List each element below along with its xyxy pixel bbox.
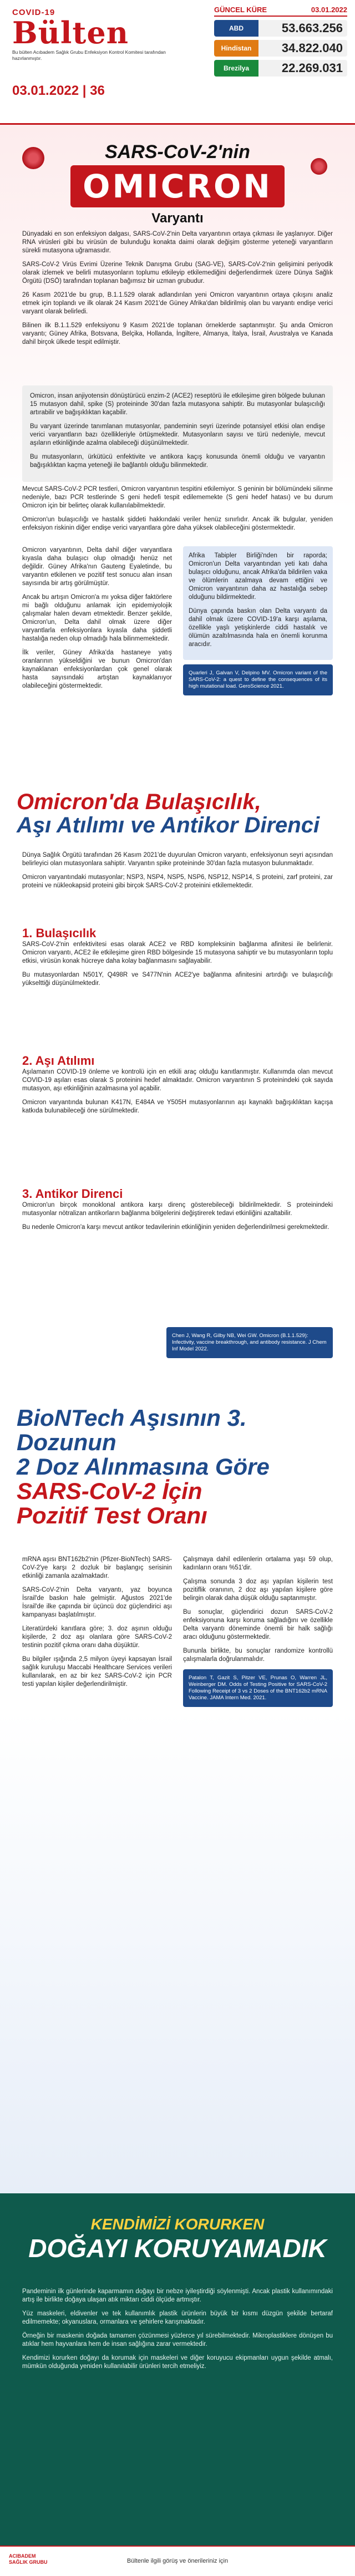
booster-section: [0, 1389, 355, 2193]
country-name: Hindistan: [214, 40, 258, 57]
subsection-1: [22, 926, 333, 993]
case-update-panel: [214, 6, 347, 80]
country-list: [214, 20, 347, 77]
transmissibility-title: [17, 790, 338, 837]
title-line: Omicron'da Bulaşıcılık,: [17, 790, 261, 814]
paragraph: Dünya Sağlık Örgütü tarafından 26 Kasım 2021'de duyurulan Omicron varyantı, enfeksiyonun seyri açısından belirleyici olan mutasyonlara sahiptir. Varyantın spike proteininde 30'dan fazla mutasyon bulunmaktadır.: [22, 852, 333, 867]
case-update-date: 03.01.2022: [311, 6, 347, 14]
subsection-heading: 1. Bulaşıcılık: [22, 926, 97, 940]
paragraph: Ancak bu artışın Omicron'a mı yoksa diğer faktörlere mi bağlı olduğunu anlamak için epidemiyolojik çalışmalar halen devam etmektedir. Benzer şekilde, Omicron'un, Delta dahil olmak üzere diğer varyantlarla enfeksiyonlara kıyasla daha şiddetli hastalığa neden olup olmadığı hala bilinmemektedir.: [22, 594, 172, 642]
virus-icon: [22, 147, 44, 169]
paragraph: Bilinen ilk B.1.1.529 enfeksiyonu 9 Kasım 2021'de toplanan örneklerde saptanmıştır. Şu anda Omicron varyantı; Güney Afrika, Botsvana, Belçika, Hollanda, İngiltere, Almanya, İtalya, İsrail, Avustralya ve Kanada dahil birçok ülkede tespit edilmiştir.: [22, 322, 333, 346]
title-line: Pozitif Test Oranı: [17, 1502, 207, 1529]
omicron-title: [0, 125, 355, 226]
info-box: [183, 546, 333, 660]
paragraph: Omicron varyantının, Delta dahil diğer varyantlara kıyasla daha bulaşıcı olup olmadığı henüz net değildir. Güney Afrika'nın Gauteng Eyaletinde, bu varyantın etkilenen ve pozitif test sonucu alan insan sayısında bir artış görülmüştür.: [22, 547, 172, 587]
column-right: [183, 546, 333, 696]
country-case-count: 53.663.256: [258, 20, 347, 37]
environment-section: [0, 2193, 355, 2576]
paragraph: Dünya çapında baskın olan Delta varyantı da dahil olmak üzere COVID-19'a karşı aşılama, özellikle yaşlı yetişkinlerde ciddi hastalık ve ölümün azaltılmasında hala en önemli korunma aracıdır.: [189, 608, 327, 648]
paragraph: Pandeminin ilk günlerinde kaparmamın doğayı bir nebze iyileştirdiği söylenmişti. Ancak plastik kullanımındaki artış ile birlikte doğaya ulaşan atık miktarı ciddi ölçüde artmıştır.: [22, 2288, 333, 2303]
title-line: Aşı Atılımı ve Antikor Direnci: [17, 813, 320, 837]
country-name: Brezilya: [214, 60, 258, 77]
case-update-head: [214, 6, 347, 17]
brand-kicker: COVID-19: [12, 8, 55, 17]
paragraph: Kendimizi korurken doğayı da korumak için maskeleri ve diğer koruyucu ekipmanları uygun şekilde atmalı, mümkün olduğunda yeniden kullanılabilir ürünleri tercih etmeliyiz.: [22, 2355, 333, 2370]
paragraph: Mevcut SARS-CoV-2 PCR testleri, Omicron varyantının tespitini etkilemiyor. S geninin bir bölümündeki silinme nedeniyle, bazı PCR testlerinde S geni hedefi tespit edilememekte (S geni hedef hatası) ve bu durum Omicron için bir belirteç olarak kullanılabilmektedir.: [22, 486, 333, 509]
paragraph: Omicron'un birçok monoklonal antikora karşı direnç gösterebileceği bildirilmektedir. S proteinindeki mutasyonlar nötralizan antikorların bağlanma bölgelerini değiştirerek tedavi etkinliğini azaltabilir.: [22, 1202, 333, 1217]
paragraph: Afrika Tabipler Birliği'nden bir raporda; Omicron'un Delta varyantından yeti katı daha bulaşıcı olduğunu, ancak Afrika'da bildirilen vaka ve ölümlerin azalmaya devam ettiğini ve Omicron varyantının daha az hastalığa sebep olduğunu bildirmektedir.: [189, 552, 327, 601]
transmissibility-section: [0, 768, 355, 1389]
virus-icon: [311, 158, 327, 175]
paragraph: Çalışmaya dahil edilenlerin ortalama yaşı 59 olup, kadınların oranı %51'dir.: [183, 1556, 333, 1571]
reference-box: Patalon T, Gazit S, Pitzer VE, Prunas O, Warren JL, Weinberger DM. Odds of Testing Positive for SARS-CoV-2 Following Receipt of 3 vs 2 Doses of the BNT162b2 mRNA Vaccine. JAMA Intern Med. 2021.: [183, 1669, 333, 1707]
title-line: SARS-CoV-2 İçin: [17, 1478, 202, 1505]
bulletin-header: [0, 0, 355, 125]
omicron-title-line3: Varyantı: [151, 211, 204, 226]
mutation-box: [22, 385, 333, 482]
transmissibility-intro: [22, 851, 333, 896]
paragraph: Omicron'un bulaşıcılığı ve hastalık şiddeti hakkındaki veriler henüz sınırlıdır. Ancak ilk bulgular, yeniden enfeksiyon riskinin diğer endişe verici varyantlara göre daha yüksek olabileceğini göstermektedir.: [22, 516, 333, 531]
reference-box: Quarleri J, Galvan V, Delpino MV. Omicron variant of the SARS-CoV-2: a quest to define the consequences of its high mutational load. GeroScience 2021.: [183, 664, 333, 695]
title-kicker: KENDİMİZİ KORURKEN: [90, 2216, 265, 2233]
paragraph: 26 Kasım 2021'de bu grup, B.1.1.529 olarak adlandırılan yeni Omicron varyantının ortaya çıkışını analiz etmek için toplandı ve ilk olarak 24 Kasım 2021'de Güney Afrika'dan bildirilmiş olan bu varyantı endişe verici varyant olarak belirledi.: [22, 292, 333, 315]
paragraph: Çalışma sonunda 3 doz aşı yapılan kişilerin test pozitiflik oranının, 2 doz aşı yapılan kişilere göre belirgin olarak daha düşük olduğu saptanmıştır.: [183, 1578, 333, 1602]
paragraph: Dünyadaki en son enfeksiyon dalgası, SARS-CoV-2'nin Delta varyantının ortaya çıkması ile yaşlanıyor. Diğer RNA virüsleri gibi bu virüsün de bulunduğu konakta daimi olarak değişim gösterme yeteneği varyantların sürekli mutasyona uğramasıdır.: [22, 231, 333, 254]
subsection-3: [22, 1187, 333, 1237]
country-case-count: 34.822.040: [258, 40, 347, 57]
footer-logo: ACIBADEM SAĞLIK GRUBU: [9, 2553, 48, 2565]
omicron-columns: [22, 546, 333, 696]
paragraph: Bu bilgiler ışığında 2,5 milyon üyeyi kapsayan İsrail sağlık kuruluşu Maccabi Healthcare Services verileri kullanılarak, en az bir kez SARS-CoV-2 için PCR testi yapılan kişiler değerlendirilmiştir.: [22, 1656, 172, 1688]
paragraph: Bu sonuçlar, güçlendirici dozun SARS-CoV-2 enfeksiyonuna karşı koruma sağladığını ve özellikle Delta varyantı döneminde önemli bir halk sağlığı aracı olduğunu göstermektedir.: [183, 1609, 333, 1640]
pcr-text: [22, 485, 333, 538]
title-line: 2 Doz Alınmasına Göre: [17, 1454, 270, 1480]
paragraph: Örneğin bir maskenin doğada tamamen çözünmesi yüzlerce yıl sürebilmektedir. Mikroplastiklere dönüşen bu atıklar hem hayvanlara hem de insan sağlığına zarar vermektedir.: [22, 2333, 333, 2348]
subsection-heading: 2. Aşı Atılımı: [22, 1054, 95, 1068]
paragraph: Omicron varyantındaki mutasyonlar; NSP3, NSP4, NSP5, NSP6, NSP12, NSP14, S proteini, zarf proteini, zar proteini ve nükleokapsid proteini gibi birçok SARS-CoV-2 proteinini etkilemektedir.: [22, 874, 333, 889]
paragraph: mRNA aşısı BNT162b2'nin (Pfizer-BioNTech) SARS-CoV-2'ye karşı 2 dozluk bir başlangıç serisinin etkinliği zamanla azalmaktadır.: [22, 1556, 172, 1579]
title-main: DOĞAYI KORUYAMADIK: [28, 2234, 327, 2263]
paragraph: Literatürdeki kanıtlara göre; 3. doz aşının olduğu kişilerde, 2 doz aşı olanlara göre SARS-CoV-2 testinin pozitif çıkma oranı daha düşüktür.: [22, 1625, 172, 1649]
column-left: [22, 1556, 172, 1707]
title-line: BioNTech Aşısının 3. Dozunun: [17, 1405, 247, 1456]
country-row: [214, 40, 347, 57]
environment-body: [22, 2288, 333, 2376]
environment-title: [0, 2216, 355, 2263]
brand-subtitle: Bu bülten Acıbadem Sağlık Grubu Enfeksiyon Kontrol Komitesi tarafından hazırlanmıştır.: [12, 49, 166, 61]
omicron-intro: [22, 230, 333, 352]
paragraph: Aşılamanın COVID-19 önleme ve kontrolü için en etkili araç olduğu kanıtlanmıştır. Kullanımda olan mevcut COVID-19 aşıları esas olarak S proteinini hedef almaktadır. Omicron varyantının S proteinindeki çok sayıda mutasyon, aşı etkinliğinin azalmasına yol açabilir.: [22, 1069, 333, 1092]
paragraph: Omicron, insan anjiyotensin dönüştürücü enzim-2 (ACE2) reseptörü ile etkileşime giren bölgede bulunan 15 mutasyon dahil, spike (S) proteininde 30'dan fazla mutasyona sahiptir. Bu mutasyonlar bulaşıcılığı artırabilir ve bağışıklıktan kaçabilir.: [30, 393, 325, 416]
paragraph: SARS-CoV-2'nin Delta varyantı, yaz boyunca İsrail'de baskın hale gelmiştir. Ağustos 2021'de İsrail'de ilke çapında bir üçüncü doz güçlendirici aşı kampanyası başlatılmıştır.: [22, 1587, 172, 1618]
paragraph: Omicron varyantında bulunan K417N, E484A ve Y505H mutasyonlarının aşı kaynaklı bağışıklıktan kaçışa katkıda bulunabileceği öne sürülmektedir.: [22, 1099, 333, 1114]
omicron-title-line1: SARS-CoV-2'nin: [105, 141, 250, 162]
paragraph: İlk veriler, Güney Afrika'da hastaneye yatış oranlarının yükseldiğini ve bunun Omicron'dan kaynaklanan enfeksiyonlardan çok genel olarak hasta sayısındaki artıştan kaynaklanıyor olabileceğini göstermektedir.: [22, 649, 172, 689]
paragraph: SARS-CoV-2'nin enfektivitesi esas olarak ACE2 ve RBD kompleksinin bağlanma afinitesi ile belirlenir. Omicron varyantı, ACE2 ile etkileşime giren RBD bölgesinde 15 mutasyona sahiptir ve bu mutasyonların toplu etkisi, virüsün konak hücreye daha kolay bağlanmasını sağlayabilir.: [22, 941, 333, 964]
paragraph: SARS-CoV-2 Virüs Evrimi Üzerine Teknik Danışma Grubu (SAG-VE), SARS-CoV-2'nin gelişimini periyodik olarak izlemek ve belirli mutasyonların toplumu etkileyip etkilemediğini değerlendirmek üzere Dünya Sağlık Örgütü (DSÖ) tarafından toplanan bağımsız bir uzman grubudur.: [22, 261, 333, 284]
case-update-label: GÜNCEL KÜRE: [214, 6, 267, 14]
paragraph: Bu mutasyonlardan N501Y, Q498R ve S477N'nin ACE2'ye bağlanma afinitesini artırdığı ve bulaşıcılığı yükselttiği düşünülmektedir.: [22, 972, 333, 987]
paragraph: Yüz maskeleri, eldivenler ve tek kullanımlık plastik ürünlerin büyük bir kısmı düzgün şekilde bertaraf edilmemekte; okyanuslara, ormanlara ve şehirlere karışmaktadır.: [22, 2310, 333, 2325]
omicron-section: [0, 125, 355, 768]
paragraph: Bu varyant üzerinde tanımlanan mutasyonlar, pandeminin seyri üzerinde potansiyel etkisi olan endişe verici varyantların bazı özellikleriyle örtüşmektedir. Mutasyonların sayısı ve türü nedeniyle, mevcut aşıların etkinliğinde azalma olabileceği düşünülmektedir.: [30, 423, 325, 446]
brand: [12, 8, 195, 62]
footer-contact: Bültenle ilgili görüş ve önerileriniz için: [126, 2558, 229, 2564]
booster-title: [17, 1406, 338, 1528]
column-right: [183, 1556, 333, 1707]
paragraph: Bu nedenle Omicron'a karşı mevcut antikor tedavilerinin etkinliğinin yeniden değerlendirilmesi gerekmektedir.: [22, 1224, 329, 1231]
omicron-title-badge: OMICRON: [70, 165, 285, 207]
booster-columns: [22, 1556, 333, 1707]
brand-title: Bülten: [12, 15, 129, 50]
column-left: [22, 546, 172, 696]
country-row: [214, 20, 347, 37]
footer: [0, 2545, 355, 2576]
issue-date: 03.01.2022 | 36: [12, 83, 105, 98]
country-case-count: 22.269.031: [258, 60, 347, 77]
subsection-2: [22, 1056, 333, 1121]
reference-box: Chen J, Wang R, Gilby NB, Wei GW. Omicron (B.1.1.529): Infectivity, vaccine breakthrough, and antibody resistance. J Chem Inf Model 2022.: [166, 1327, 333, 1358]
subsection-heading: 3. Antikor Direnci: [22, 1187, 123, 1201]
country-row: [214, 60, 347, 77]
paragraph: Bu mutasyonların, ürkütücü enfektivite ve antikora kaçış konusunda önemli olduğu ve varyantın bağışıklıktan kaçma yeteneği ile bağlantılı olduğu bilinmektedir.: [30, 454, 325, 469]
country-name: ABD: [214, 20, 258, 37]
paragraph: Bununla birlikte, bu sonuçlar randomize kontrollü çalışmalarla doğrulanmalıdır.: [183, 1648, 333, 1663]
